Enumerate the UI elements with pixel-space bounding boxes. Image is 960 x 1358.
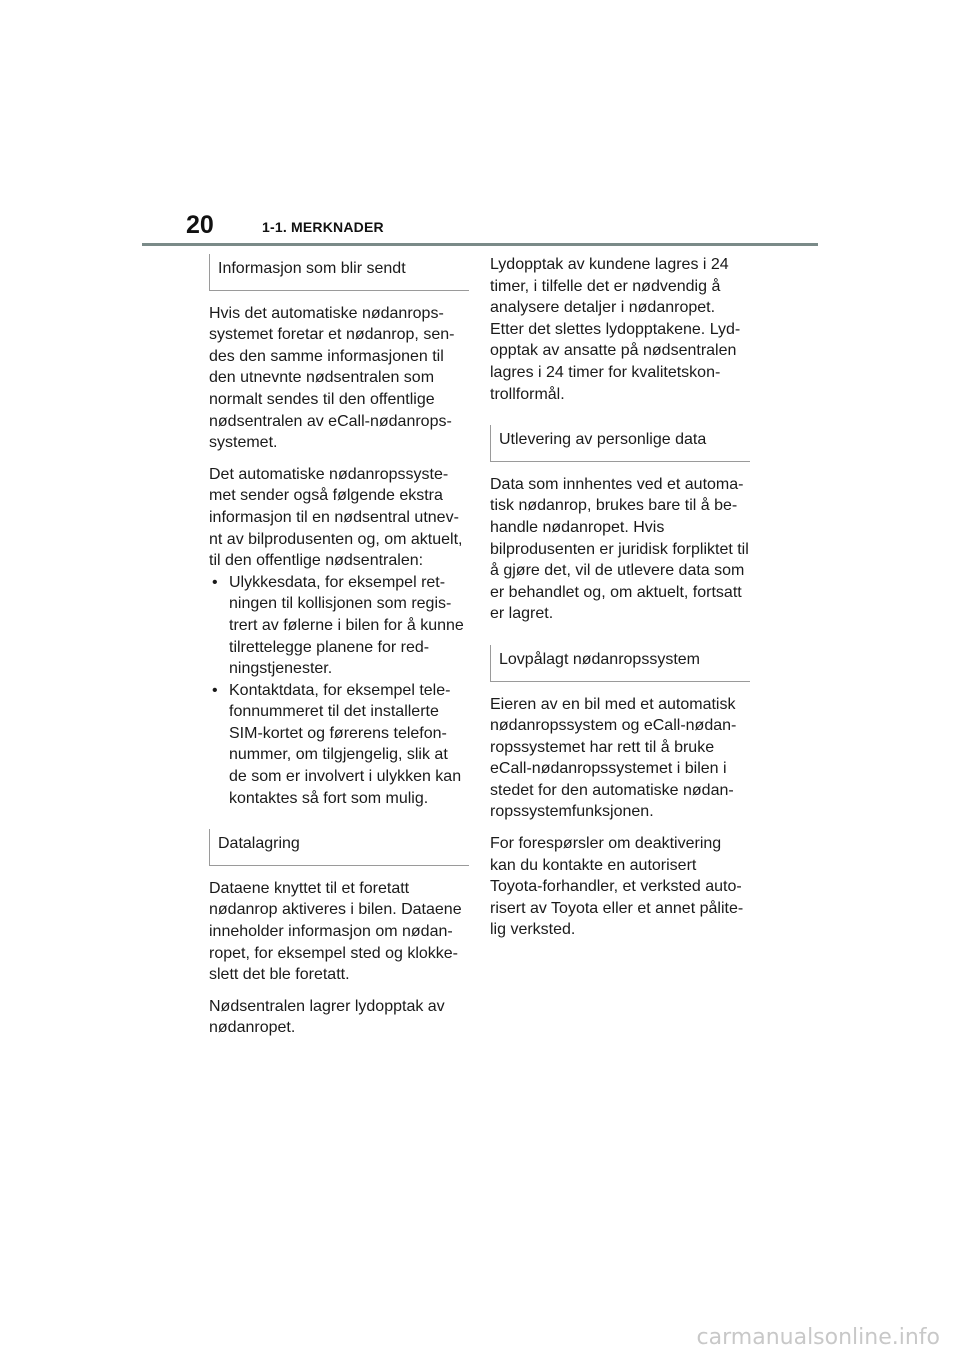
paragraph: Lydopptak av kundene lagres i 24 timer, i tilfelle det er nødvendig å analysere detaljer i nødanropet. Etter det slettes lydopptakene. Lyd-opptak av ansatte på nødsentralen lagres i 24 timer for kvalitetskon-trollformål. [490, 256, 741, 403]
paragraph: For forespørsler om deaktivering kan du kontakte en autorisert Toyota-forhandler, et verksted auto-risert av Toyota eller et annet pålite-lig verksted. [490, 835, 744, 939]
list-item-text: Ulykkesdata, for eksempel ret-ningen til kollisjonen som regis-trert av følerne i bilen for å kunne tilrettelegge planene for red-ningstjenester. [229, 573, 464, 678]
heading-mandatory-system: Lovpålagt nødanropssystem [490, 645, 750, 682]
paragraph: Hvis det automatiske nødanrops-systemet foretar et nødanrop, sen-des den samme informasjonen til den utnevnte nødsentralen som normalt sendes til den offentlige nødsentralen av eCall-nødanrops-systemet. [209, 304, 455, 452]
heading-data-storage: Datalagring [209, 829, 469, 866]
watermark: carmanualsonline.info [696, 1325, 940, 1350]
section-title: 1-1. MERKNADER [262, 219, 384, 235]
list-item [209, 572, 469, 680]
paragraph: Eieren av en bil med et automatisk nødanropssystem og eCall-nødan-ropssystemet har rett til å bruke eCall-nødanropssystemet i bilen i stedet for den automatiske nødan-ropssystemfunksjonen. [490, 695, 737, 821]
bullet-marker: • [212, 681, 218, 699]
page-number: 20 [186, 211, 214, 239]
header-rule [142, 243, 818, 246]
right-column [490, 254, 750, 951]
bullet-marker: • [212, 573, 218, 591]
left-column [209, 254, 469, 1049]
bullet-list [209, 572, 469, 810]
heading-personal-data: Utlevering av personlige data [490, 425, 750, 462]
paragraph: Nødsentralen lagrer lydopptak av nødanropet. [209, 997, 445, 1037]
paragraph: Det automatiske nødanropssyste-met sender også følgende ekstra informasjon til en nødsentral utnev-nt av bilprodusenten og, om aktuelt, til den offentlige nødsentralen: [209, 465, 463, 570]
list-item-text: Kontaktdata, for eksempel tele-fonnummeret til det installerte SIM-kortet og førerens telefon-nummer, om tilgjengelig, slik at de som er involvert i ulykken kan kontaktes så fort som mulig. [229, 681, 462, 807]
paragraph: Dataene knyttet til et foretatt nødanrop aktiveres i bilen. Dataene inneholder informasjon om nødan-ropet, for eksempel sted og klokke-slett det ble foretatt. [209, 879, 462, 984]
heading-information-sent: Informasjon som blir sendt [209, 254, 469, 291]
list-item [209, 680, 469, 810]
paragraph: Data som innhentes ved et automa-tisk nødanrop, brukes bare til å be-handle nødanropet. Hvis bilprodusenten er juridisk forpliktet til å gjøre det, vil de utlevere data som er behandlet og, om aktuelt, fortsatt er lagret. [490, 475, 749, 623]
